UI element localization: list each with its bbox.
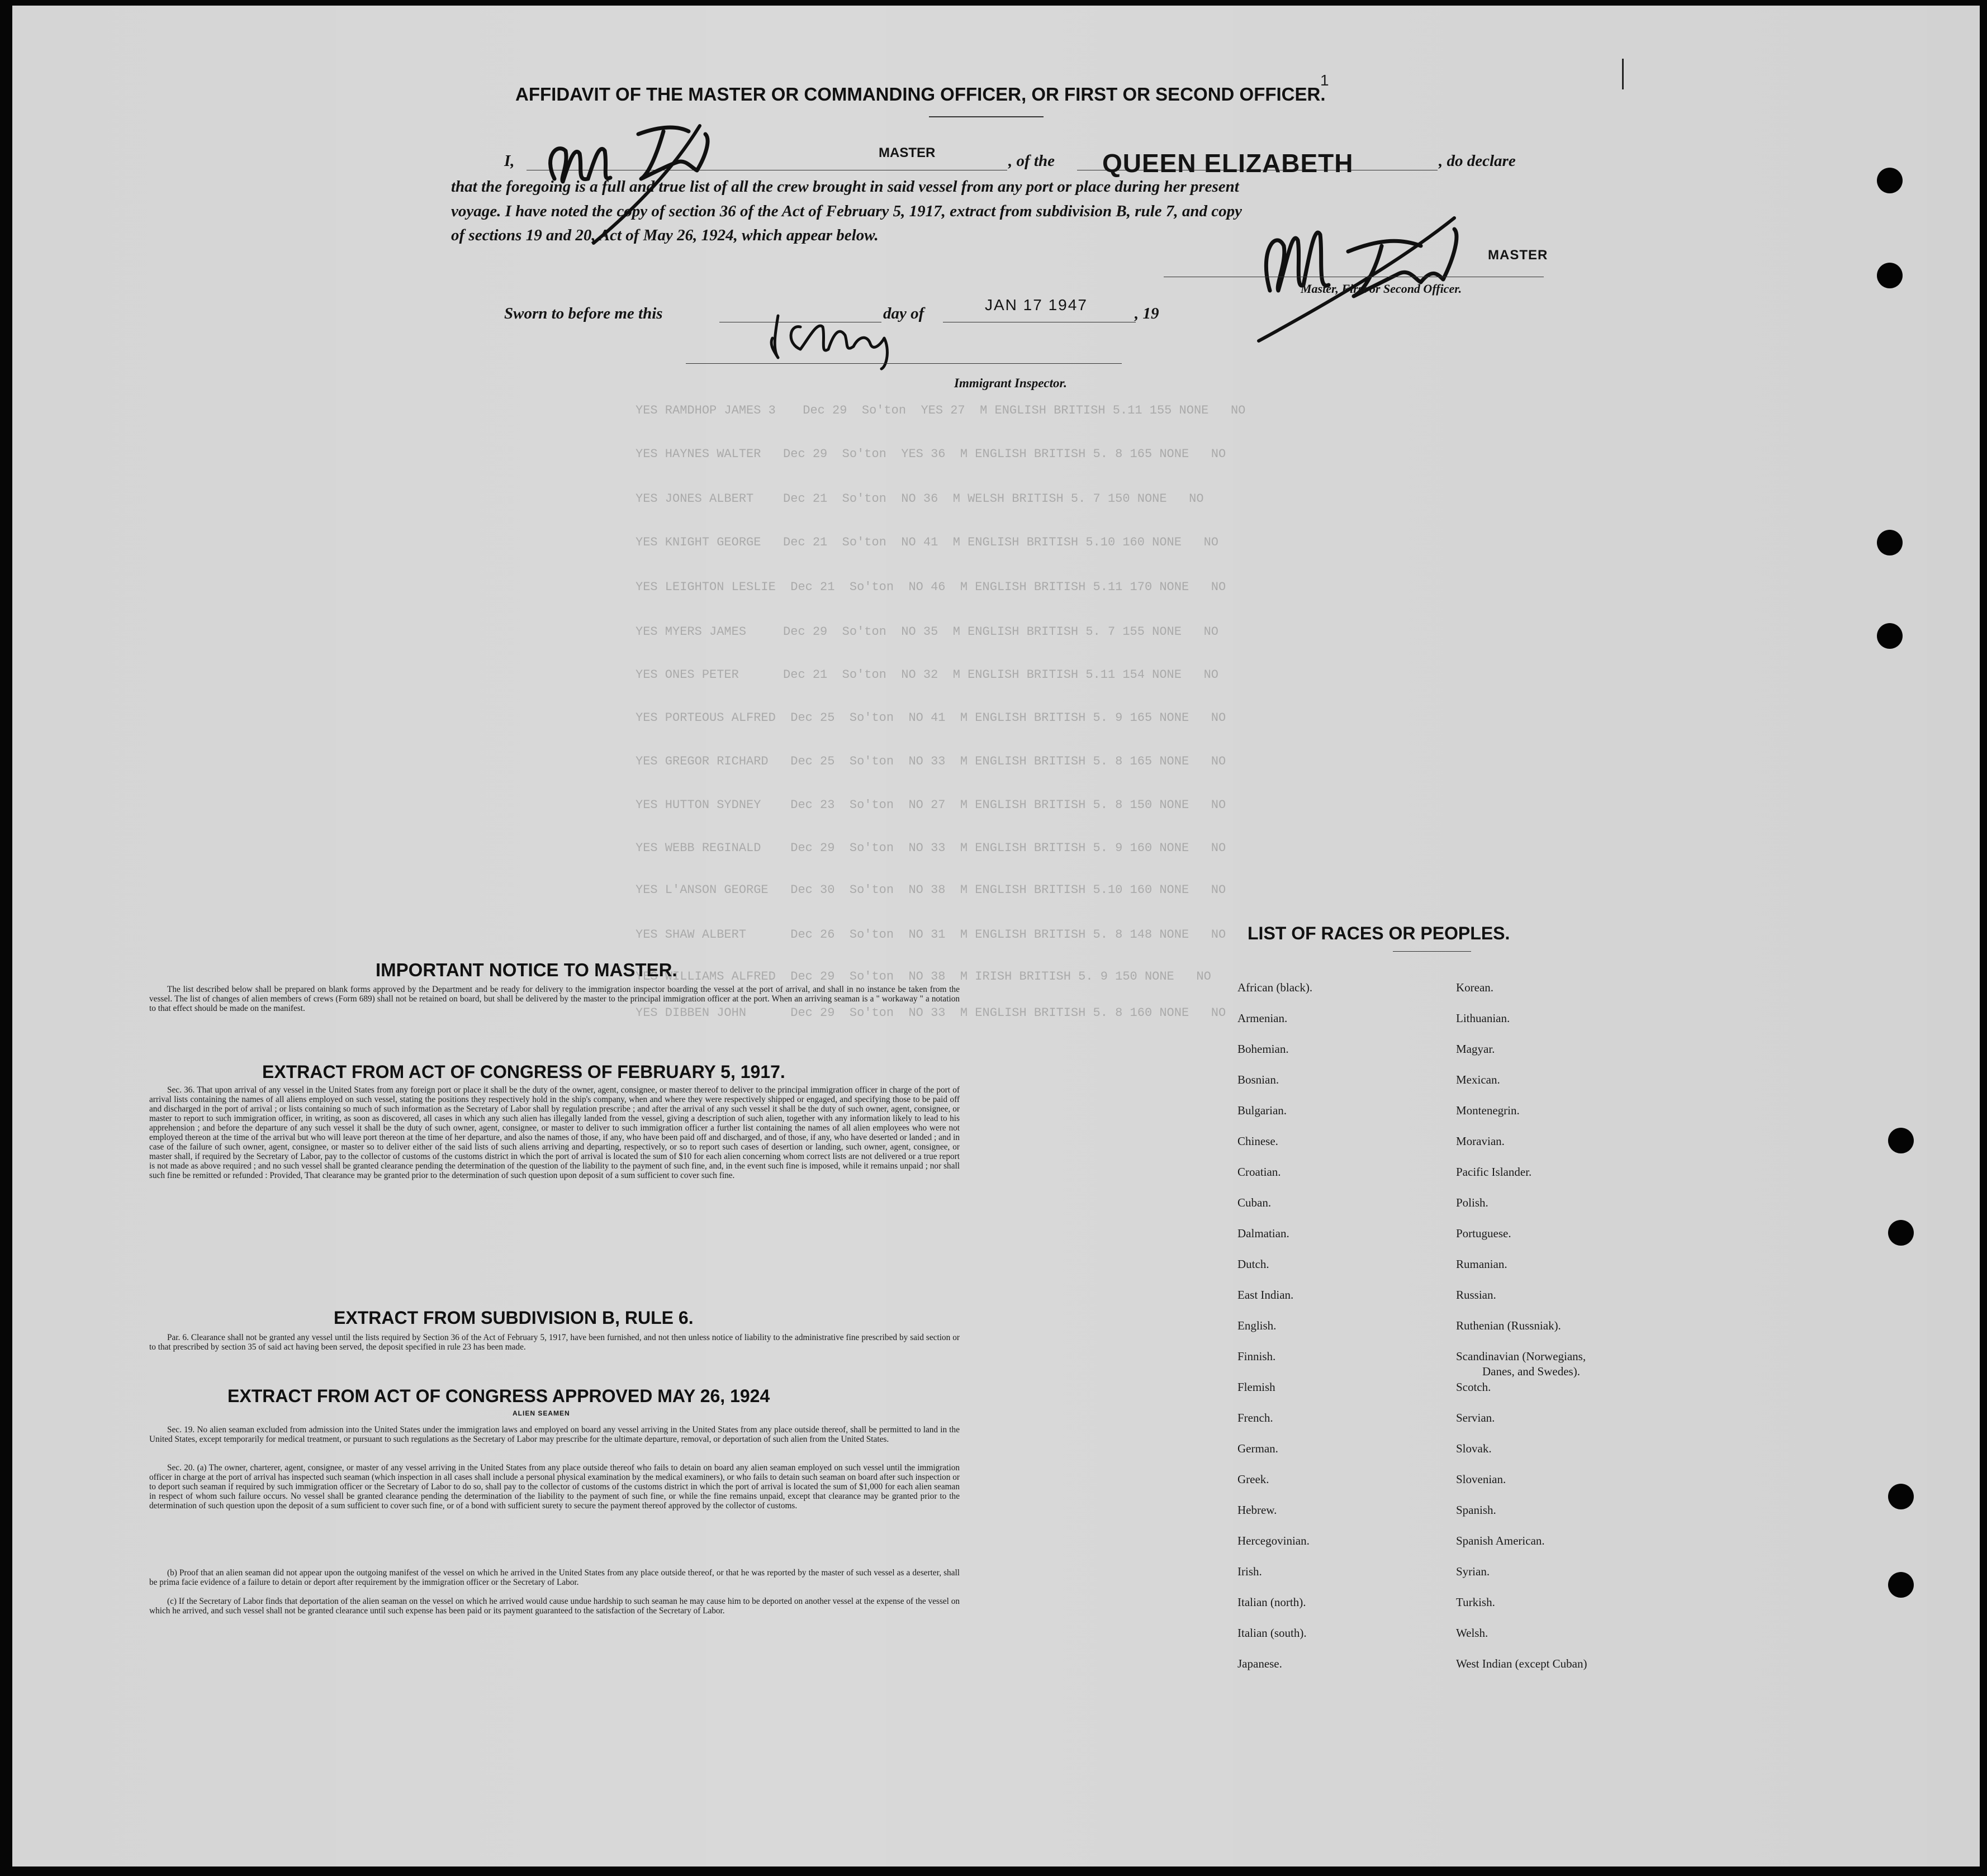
punch-hole [1888, 1128, 1914, 1153]
master-signature-caption: Master, First or Second Officer. [1301, 282, 1462, 296]
race-item: Ruthenian (Russniak). [1456, 1319, 1561, 1332]
declaration-do-declare: , do declare [1439, 152, 1516, 170]
race-item: Italian (north). [1237, 1595, 1306, 1609]
extract-1924-sec20b: (b) Proof that an alien seaman did not appear upon the outgoing manifest of the vessel on which he arrived in the United States from any place outside thereof, or that he was reported by the master of such vessel as a deserter, shall be prima facie evidence of a failure to detain or deport after requirement by the immigration officer or the Secretary of Labor. [149, 1568, 960, 1587]
race-item: Scandinavian (Norwegians, [1456, 1350, 1586, 1363]
punch-hole [1888, 1220, 1914, 1246]
races-title: LIST OF RACES OR PEOPLES. [1248, 923, 1510, 943]
punch-hole [1877, 263, 1903, 288]
title-underline [929, 116, 1044, 117]
race-item: Moravian. [1456, 1134, 1505, 1148]
inspector-signature-line [686, 363, 1122, 364]
extract-1924-sec19: Sec. 19. No alien seaman excluded from admission into the United States under the immigration laws and employed on board any vessel arriving in the United States from any place outside thereof, shall be permitted to land in the United States, except temporarily for medical treatment, or pursuant to such regulations as the Secretary of Labor may prescribe for the ultimate departure, removal, or deportation of such alien from the United States. [149, 1425, 960, 1444]
race-item: Cuban. [1237, 1196, 1272, 1209]
punch-hole [1877, 623, 1903, 649]
race-item: Korean. [1456, 981, 1494, 994]
declaration-line-3: voyage. I have noted the copy of section 36 of the Act of February 5, 1917, extract from subdivision B, rule 7, and copy [451, 202, 1242, 220]
punch-hole [1877, 530, 1903, 555]
race-item-continuation: Danes, and Swedes). [1482, 1365, 1580, 1378]
inspector-caption: Immigrant Inspector. [954, 376, 1067, 390]
vessel-name: QUEEN ELIZABETH [1102, 149, 1354, 178]
declaration-of-the: , of the [1008, 152, 1055, 170]
race-item: Spanish American. [1456, 1534, 1545, 1547]
race-item: Bosnian. [1237, 1073, 1279, 1086]
race-item: Rumanian. [1456, 1257, 1507, 1271]
race-item: Croatian. [1237, 1165, 1281, 1179]
race-item: Servian. [1456, 1411, 1495, 1424]
race-item: Finnish. [1237, 1350, 1276, 1363]
punch-hole [1877, 168, 1903, 193]
day-of-label: day of [883, 305, 924, 322]
punch-hole [1888, 1484, 1914, 1509]
race-item: Irish. [1237, 1565, 1262, 1578]
extract-rule6-title: EXTRACT FROM SUBDIVISION B, RULE 6. [334, 1308, 694, 1328]
master-role-stamp: MASTER [879, 145, 936, 160]
race-item: Dutch. [1237, 1257, 1269, 1271]
extract-1924-sec20c: (c) If the Secretary of Labor finds that deportation of the alien seaman on the vessel on which he arrived would cause undue hardship to such seaman he may cause him to be deported on another vessel at the expense of the vessel on which he arrived, and such vessel shall not be granted clearance until such expense has been paid or its payment guaranteed to the satisfaction of the Secretary of Labor. [149, 1597, 960, 1616]
race-item: Armenian. [1237, 1011, 1288, 1025]
extract-1924-sec20a: Sec. 20. (a) The owner, charterer, agent, consignee, or master of any vessel arriving in the United States from any place outside thereof who fails to detain on board any alien seaman employed on such vessel until the immigration officer in charge at the port of arrival has inspected such seaman (which inspection in all cases shall include a personal physical examination by the medical examiners), or who fails to detain such seaman on board after such inspection or to deport such seaman if required by such immigration officer or the Secretary of Labor to do so, shall pay to the collector of customs of the customs district in which the port of arrival is located the sum of $1,000 for each alien seaman in respect of whom such failure occurs. No vessel shall be granted clearance pending the determination of the liability to the payment of such fine, or while the fine remains unpaid, except that clearance may be granted prior to the determination of such question upon the deposit of a sum sufficient to cover such fine, or of a bond with sufficient surety to secure the payment thereof approved by the collector of customs. [149, 1463, 960, 1511]
race-item: Greek. [1237, 1473, 1269, 1486]
race-item: Turkish. [1456, 1595, 1495, 1609]
race-item: Flemish [1237, 1380, 1275, 1394]
race-item: Dalmatian. [1237, 1227, 1289, 1240]
extract-1917-body: Sec. 36. That upon arrival of any vessel in the United States from any foreign port or place it shall be the duty of the owner, agent, consignee, or master thereof to deliver to the principal immigration officer in charge of the port of arrival lists containing the names of all aliens employed on such vessel, stating the positions they respectively hold in the ship's company, when and where they were respectively shipped or engaged, and specifying those to be paid off and discharged in the port of arrival ; or lists containing so much of such information as the Secretary of Labor shall by regulation prescribe ; and after the arrival of any such vessel it shall be the duty of such owner, agent, consignee, or master to report to such immigration officer, in writing, as soon as discovered, all cases in which any such alien has illegally landed from the vessel, giving a description of such alien, together with any information likely to lead to his apprehension ; and before the departure of any such vessel it shall be the duty of such owner, agent, consignee, or master to deliver to such immigration officer a further list containing the names of all alien employees who were not employed thereon at the time of the arrival but who will leave port thereon at the time of her departure, and also the names of those, if any, who have been paid off and discharged, and of those, if any, who have deserted or landed ; and in case of the failure of such owner, agent, consignee, or master so to deliver either of the said lists of such aliens arriving and departing, respectively, or so to report such cases of desertion or landing, such owner, agent, consignee, or master shall, if required by the Secretary of Labor, pay to the collector of customs of the customs district in which the port of arrival is located the sum of $10 for each alien concerning whom correct lists are not delivered or a true report is not made as above required ; and no such vessel shall be granted clearance pending the determination of the question of the liability to the payment of such fine, and, in the event such fine is imposed, while it remains unpaid ; nor shall such fine be remitted or refunded : Provided, That clearance may be granted prior to the determination of such question upon deposit of a sum sufficient to cover such fine. [149, 1085, 960, 1180]
race-item: Scotch. [1456, 1380, 1491, 1394]
race-item: Chinese. [1237, 1134, 1278, 1148]
extract-1917-title: EXTRACT FROM ACT OF CONGRESS OF FEBRUARY 5, 1917. [262, 1062, 785, 1082]
races-title-underline [1393, 951, 1471, 952]
declarant-signature [532, 117, 756, 246]
race-item: French. [1237, 1411, 1273, 1424]
race-item: African (black). [1237, 981, 1313, 994]
notice-body: The list described below shall be prepared on blank forms approved by the Department and be ready for delivery to the immigration inspector boarding the vessel at the port of arrival, and shall in no instance be taken from the vessel. The list of changes of alien members of crews (Form 689) shall not be retained on board, but shall be delivered by the master to the principal immigration officer at the port. When an arriving seaman is a " workaway " a notation to that effect should be made on the manifest. [149, 985, 960, 1013]
race-item: Slovenian. [1456, 1473, 1506, 1486]
declaration-line-2: that the foregoing is a full and true list of all the crew brought in said vessel from any port or place during her present [451, 178, 1239, 196]
race-item: Portuguese. [1456, 1227, 1511, 1240]
race-item: Montenegrin. [1456, 1104, 1520, 1117]
race-item: Lithuanian. [1456, 1011, 1510, 1025]
race-item: West Indian (except Cuban) [1456, 1657, 1587, 1670]
race-item: English. [1237, 1319, 1277, 1332]
master-role-stamp-2: MASTER [1488, 248, 1548, 263]
extract-1924-title: EXTRACT FROM ACT OF CONGRESS APPROVED MAY 26, 1924 [227, 1386, 770, 1406]
race-item: German. [1237, 1442, 1278, 1455]
notice-title: IMPORTANT NOTICE TO MASTER. [376, 960, 677, 980]
race-item: Bulgarian. [1237, 1104, 1287, 1117]
race-item: Spanish. [1456, 1503, 1496, 1517]
race-item: Syrian. [1456, 1565, 1490, 1578]
race-item: Japanese. [1237, 1657, 1282, 1670]
race-item: Magyar. [1456, 1042, 1495, 1056]
edge-tick-mark [1622, 59, 1624, 89]
document-page: YES RAMDHOP JAMES 3 Dec 29 So'ton YES 27 M ENGLISH BRITISH 5.11 155 NONE NO YES HAYNES WALTER Dec 29 So'ton YES 36 M ENGLISH BRITISH 5. 8 165 NONE NO YES JONES ALBERT Dec 21 So'ton NO 36 M WELSH BRITISH 5. 7 150 NONE NO YES KNIGHT GEORGE Dec 21 So'ton NO 41 M ENGLISH BRITISH 5.10 160 NONE NO YES LEIGHTON LESLIE Dec 21 So'ton NO 46 M ENGLISH BRITISH 5.11 170 NONE NO YES MYERS JAMES Dec 29 So'ton NO 35 M ENGLISH BRITISH 5. 7 155 NONE NO YES ONES PETER Dec 21 So'ton NO 32 M ENGLISH BRITISH 5.11 154 NONE NO YES PORTEOUS ALFRED Dec 25 So'ton NO 41 M ENGLISH BRITISH 5. 9 165 NONE NO YES GREGOR RICHARD Dec 25 So'ton NO 33 M ENGLISH BRITISH 5. 8 165 NONE NO YES HUTTON SYDNEY Dec 23 So'ton NO 27 M ENGLISH BRITISH 5. 8 150 NONE NO YES WEBB REGINALD Dec 29 So'ton NO 33 M ENGLISH BRITISH 5. 9 160 NONE NO YES L'ANSON GEORGE Dec 30 So'ton NO 38 M ENGLISH BRITISH 5.10 160 NONE NO YES SHAW ALBERT Dec 26 So'ton NO 31 M ENGLISH BRITISH 5. 8 148 NONE NO YES WILLIAMS ALFRED Dec 29 So'ton NO 38 M IRISH BRITISH 5. 9 150 NONE NO YES DIBBEN JOHN Dec 29 So'ton NO 33 M ENGLISH BRITISH 5. 8 160 NONE NO 1 AFFIDAVIT OF THE MASTER OR COMMANDING OFFICER, OR FIRST OR SECOND OFFICER. I, MASTER , of the QUEEN ELIZABETH , do declare that the foregoing is a full and true list of all the crew brought in said vessel from any port or place during her present voyage. I have noted the copy of section 36 of the Act of February 5, 1917, extract from subdivision B, rule 7, and copy of sections 19 and 20, Act of May 26, 1924, which appear below. MASTER Master, First or Second Officer. Sworn to before me this day of JAN 17 1947 , 19 Immigrant Inspector. IMPORTANT NOTICE TO MASTER. The list described below shall be prepared on blank forms approved by the Department and be ready for delivery to the immigration inspector boarding the vessel at the port of arrival, and shall in no instance be taken from the vessel. The list of changes of alien members of crews (Form 689) shall not be retained on board, but shall be delivered by the master to the principal immigration officer at the port. When an arriving seaman is a " workaway " a notation to that effect should be made on the manifest. EXTRACT FROM ACT OF CONGRESS OF FEBRUARY 5, 1917. Sec. 36. That upon arrival of any vessel in the United States from any foreign port or place it shall be the duty of the owner, agent, consignee, or master thereof to deliver to the principal immigration officer in charge of the port of arrival lists containing the names of all aliens employed on such vessel, stating the positions they respectively hold in the ship's company, when and where they were respectively shipped or engaged, and specifying those to be paid off and discharged in the port of arrival ; or lists containing so much of such information as the Secretary of Labor shall by regulation prescribe ; and after the arrival of any such vessel it shall be the duty of such owner, agent, consignee, or master to report to such immigration officer, in writing, as soon as discovered, all cases in which any such alien has illegally landed from the vessel, giving a description of such alien, together with any information likely to lead to his apprehension ; and before the departure of any such vessel it shall be the duty of such owner, agent, consignee, or master to deliver to such immigration officer a further list containing the names of all alien employees who were not employed thereon at the time of the arrival but who will leave port thereon at the time of her departure, and also the names of those, if any, who have been paid off and discharged, and of those, if any, who have deserted or landed ; and in case of the failure of such owner, agent, consignee, or master so to deliver either of the said lists of such aliens arriving and departing, respectively, or so to report such cases of desertion or landing, such owner, agent, consignee, or master shall, if required by the Secretary of Labor, pay to the collector of customs of the customs district in which the port of arrival is located the sum of $10 for each alien concerning whom correct lists are not delivered or a true report is not made as above required ; and no such vessel shall be granted clearance pending the determination of the question of the liability to the payment of such fine, and, in the event such fine is imposed, while it remains unpaid ; nor shall such fine be remitted or refunded : Provided, That clearance may be granted prior to the determination of such question upon deposit of a sum sufficient to cover such fine. EXTRACT FROM SUBDIVISION B, RULE 6. Par. 6. Clearance shall not be granted any vessel until the lists required by Section 36 of the Act of February 5, 1917, have been furnished, and not then unless notice of liability to the administrative fine prescribed by said section or to that prescribed by section 35 of said act having been served, the deposit specified in rule 23 has been made. EXTRACT FROM ACT OF CONGRESS APPROVED MAY 26, 1924 ALIEN SEAMEN Sec. 19. No alien seaman excluded from admission into the United States under the immigration laws and employed on board any vessel arriving in the United States from any place outside thereof, shall be permitted to land in the United States, except temporarily for medical treatment, or pursuant to such regulations as the Secretary of Labor may prescribe for the ultimate departure, removal, or deportation of such alien from the United States. Sec. 20. (a) The owner, charterer, agent, consignee, or master of any vessel arriving in the United States from any place outside thereof who fails to detain on board any alien seaman employed on such vessel until the immigration officer in charge at the port of arrival has inspected such seaman (which inspection in all cases shall include a personal physical examination by the medical examiners), or who fails to detain such seaman on board after such inspection or to deport such seaman if required by such immigration officer or the Secretary of Labor to do so, shall pay to the collector of customs of the customs district in which the port of arrival is located the sum of $1,000 for each alien seaman in respect of whom such failure occurs. No vessel shall be granted clearance pending the determination of the liability to the payment of such fine, or while the fine remains unpaid, except that clearance may be granted prior to the determination of such question upon the deposit of a sum sufficient to cover such fine, or of a bond with sufficient surety to secure the payment thereof approved by the collector of customs. (b) Proof that an alien seaman did not appear upon the outgoing manifest of the vessel on which he arrived in the United States from any place outside thereof, or that he was reported by the master of such vessel as a deserter, shall be prima facie evidence of a failure to detain or deport after requirement by the immigration officer or the Secretary of Labor. (c) If the Secretary of Labor finds that deportation of the alien seaman on the vessel on which he arrived would cause undue hardship to such seaman he may cause him to be deported on another vessel at the expense of the vessel on which he arrived, and such vessel shall not be granted clearance until such expense has been paid or its payment guaranteed to the satisfaction of the Secretary of Labor. LIST OF RACES OR PEOPLES. African (black). Armenian. Bohemian. Bosnian. Bulgarian. Chinese. Croatian. Cuban. Dalmatian. Dutch. East Indian. English. Finnish. Flemish French. German. Greek. Hebrew. Hercegovinian. Irish. Italian (north). Italian (south). Japanese. Korean. Lithuanian. Magyar. Mexican. Montenegrin. Moravian. Pacific Islander. Polish. Portuguese. Rumanian. Russian. Ruthenian (Russniak). Scandinavian (Norwegians, Danes, and Swedes). Scotch. Servian. Slovak. Slovenian. Spanish. Spanish American. Syrian. Turkish. Welsh. West Indian (except Cuban) [12, 6, 1980, 1866]
extract-rule6-body: Par. 6. Clearance shall not be granted any vessel until the lists required by Section 36 of the Act of February 5, 1917, have been furnished, and not then unless notice of liability to the administrative fine prescribed by said section or to that prescribed by section 35 of said act having been served, the deposit specified in rule 23 has been made. [149, 1333, 960, 1352]
race-item: Pacific Islander. [1456, 1165, 1532, 1179]
race-item: Welsh. [1456, 1626, 1488, 1640]
race-item: Hebrew. [1237, 1503, 1277, 1517]
race-item: Bohemian. [1237, 1042, 1289, 1056]
race-item: Russian. [1456, 1288, 1496, 1302]
race-item: Mexican. [1456, 1073, 1500, 1086]
race-item: Italian (south). [1237, 1626, 1307, 1640]
inspector-signature [761, 305, 929, 372]
extract-1924-subtitle: ALIEN SEAMEN [513, 1409, 570, 1417]
race-item: East Indian. [1237, 1288, 1294, 1302]
declaration-line-4: of sections 19 and 20, Act of May 26, 1924, which appear below. [451, 226, 879, 244]
declaration-i: I, [504, 152, 515, 170]
race-item: Polish. [1456, 1196, 1488, 1209]
sworn-date-stamp: JAN 17 1947 [985, 296, 1088, 314]
sworn-label: Sworn to before me this [504, 305, 663, 322]
affidavit-title: AFFIDAVIT OF THE MASTER OR COMMANDING OFFICER, OR FIRST OR SECOND OFFICER. [515, 84, 1326, 105]
race-item: Slovak. [1456, 1442, 1492, 1455]
punch-hole [1888, 1572, 1914, 1598]
page-mark-digit: 1 [1320, 72, 1329, 89]
year-label: , 19 [1135, 305, 1159, 322]
race-item: Hercegovinian. [1237, 1534, 1310, 1547]
